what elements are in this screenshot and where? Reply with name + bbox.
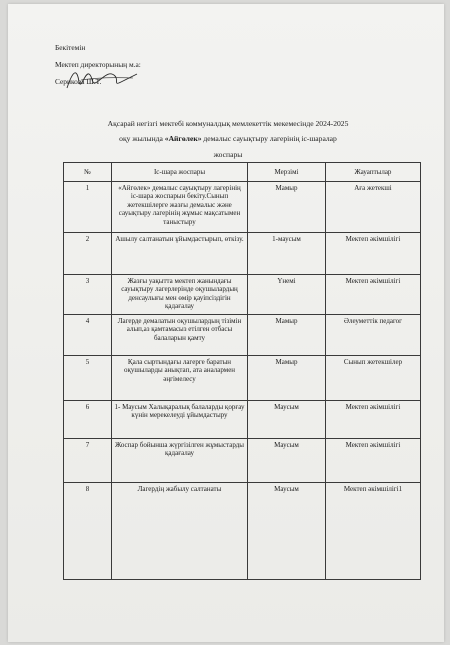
row-term: Мамыр bbox=[248, 315, 326, 356]
row-term: Маусым bbox=[248, 483, 326, 580]
doc-title-line2 bbox=[58, 134, 398, 143]
row-term: Үнемі bbox=[248, 275, 326, 315]
row-resp: Мектеп әкімшілігі bbox=[326, 401, 421, 439]
header-term: Мерзімі bbox=[248, 163, 326, 182]
table-header-row bbox=[64, 163, 421, 182]
row-plan: «Айгөлек» демалыс сауықтыру лагерінің іс-шара жоспарын бекіту.Сынып жетекшілерге жазғы демалыс және сауықтыру лагерінің жұмыс мақсатымен таныстыру bbox=[112, 182, 248, 233]
doc-title-line3: жоспары bbox=[213, 150, 243, 159]
document-page bbox=[8, 4, 444, 642]
row-num: 5 bbox=[64, 356, 112, 401]
row-resp: Мектеп әкімшілігі bbox=[326, 233, 421, 275]
plan-table bbox=[63, 162, 421, 580]
row-term: Маусым bbox=[248, 401, 326, 439]
row-term: Маусым bbox=[248, 439, 326, 483]
row-plan: Жазғы уақытта мектеп жанындағы сауықтыру лагерлерінде оқушылардың денсаулығы мен өмір қауіпсіздігін қадағалау bbox=[112, 275, 248, 315]
row-plan: Жоспар бойынша жүргізілген жұмыстарды қадағалау bbox=[112, 439, 248, 483]
row-plan: Лагердің жабылу салтанаты bbox=[112, 483, 248, 580]
row-plan: Лагерде демалатын оқушылардың тізімін алып,аз қамтамасыз етілген отбасы балаларын қамту bbox=[112, 315, 248, 356]
signature bbox=[63, 64, 143, 94]
row-term: 1-маусым bbox=[248, 233, 326, 275]
header-resp: Жауаптылар bbox=[326, 163, 421, 182]
table-row bbox=[64, 182, 421, 233]
approve-label: Бекітемін bbox=[55, 43, 86, 52]
row-resp: Әлеуметтік педагог bbox=[326, 315, 421, 356]
row-resp: Аға жетекші bbox=[326, 182, 421, 233]
row-num: 7 bbox=[64, 439, 112, 483]
table-row bbox=[64, 439, 421, 483]
row-plan: 1- Маусым Халықаралық балаларды қорғау күнін мерекелеуді ұйымдастыру bbox=[112, 401, 248, 439]
director-line: Мектеп директорының м.а: bbox=[55, 60, 141, 69]
director-name: Серикова Ш.Т. bbox=[55, 77, 102, 86]
title-suffix: демалыс сауықтыру лагерінің іс-шаралар bbox=[201, 134, 337, 143]
table-row bbox=[64, 275, 421, 315]
row-num: 8 bbox=[64, 483, 112, 580]
row-num: 1 bbox=[64, 182, 112, 233]
row-resp: Мектеп әкімшілігі1 bbox=[326, 483, 421, 580]
row-num: 3 bbox=[64, 275, 112, 315]
table-row bbox=[64, 356, 421, 401]
doc-title-line1: Ақсарай негізгі мектебі коммуналдық мемлекеттік мекемесінде 2024-2025 bbox=[107, 119, 349, 128]
row-resp: Мектеп әкімшілігі bbox=[326, 275, 421, 315]
header-plan: Іс-шара жоспары bbox=[112, 163, 248, 182]
row-resp: Мектеп әкімшілігі bbox=[326, 439, 421, 483]
row-num: 2 bbox=[64, 233, 112, 275]
row-term: Мамыр bbox=[248, 356, 326, 401]
row-term: Мамыр bbox=[248, 182, 326, 233]
table-row bbox=[64, 483, 421, 580]
table-row bbox=[64, 401, 421, 439]
row-num: 6 bbox=[64, 401, 112, 439]
row-num: 4 bbox=[64, 315, 112, 356]
title-prefix: оқу жылында bbox=[119, 134, 165, 143]
table-row bbox=[64, 315, 421, 356]
row-resp: Сынып жетекшілер bbox=[326, 356, 421, 401]
camp-name: «Айгөлек» bbox=[164, 134, 202, 143]
header-num: № bbox=[64, 163, 112, 182]
row-plan: Қала сыртындағы лагерге баратын оқушыларды анықтап, ата аналармен әңгімелесу bbox=[112, 356, 248, 401]
row-plan: Ашылу салтанатын ұйымдастырып, өткізу. bbox=[112, 233, 248, 275]
table-row bbox=[64, 233, 421, 275]
